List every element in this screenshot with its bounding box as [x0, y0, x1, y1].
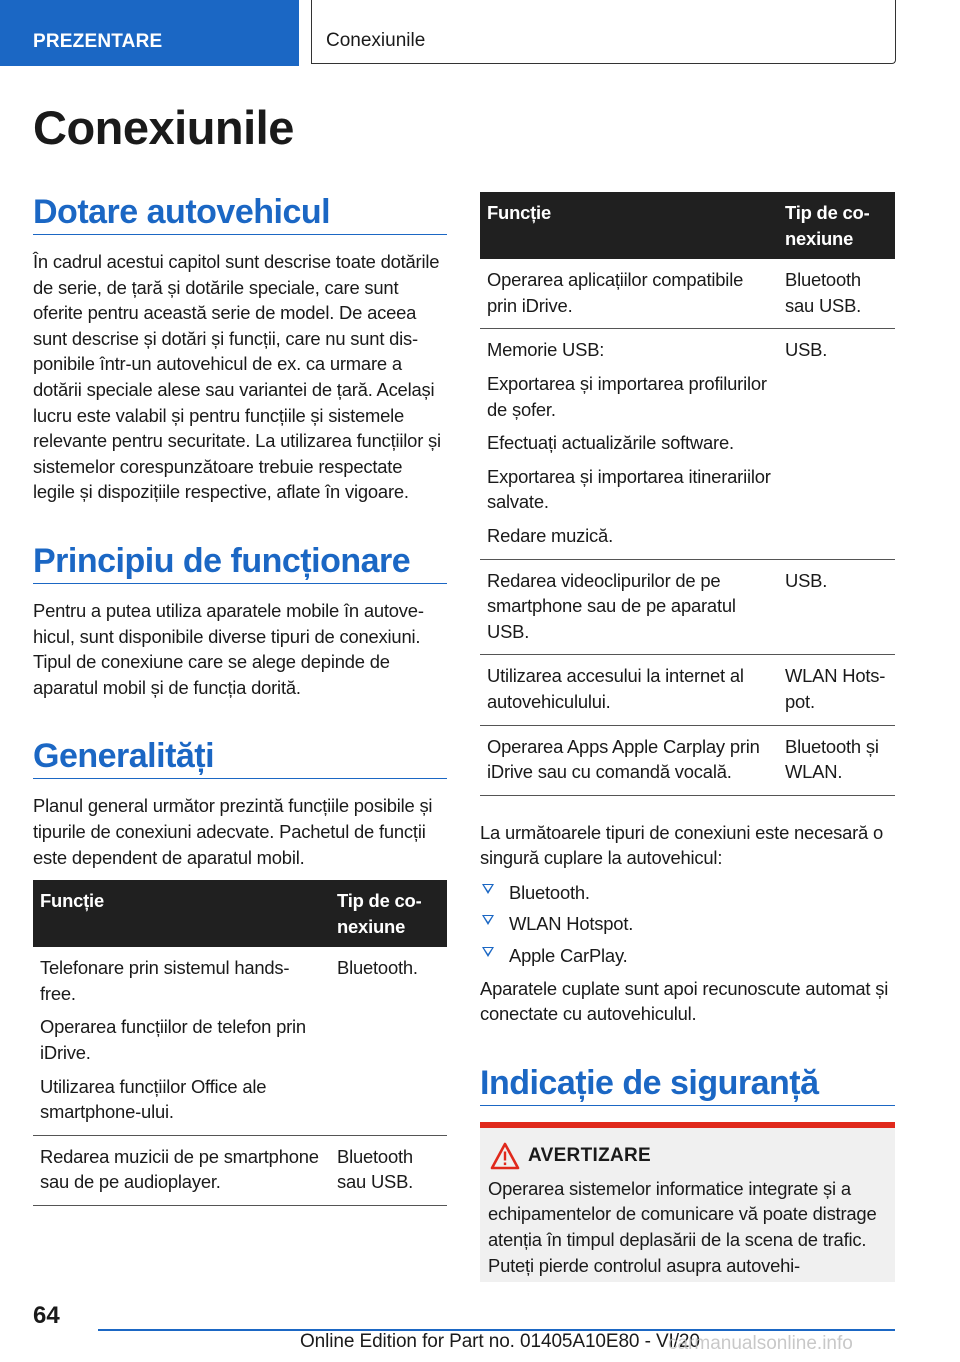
table-cell-function [480, 725, 778, 795]
table-cell-function [480, 259, 778, 329]
left-column [33, 190, 447, 1206]
pairing-outro: Aparatele cuplate sunt apoi recunoscute automat și conectate cu autovehiculul. [480, 977, 889, 1025]
section-generalitati [33, 734, 447, 870]
functions-table-right [480, 192, 895, 796]
paragraph-generalitati: Planul general următor prezintă funcțiile posibile și tipurile de conexiuni adecvate. Pachetul de funcții este dependent de aparatul mobil. [33, 795, 433, 868]
warning-title: AVERTIZARE [528, 1144, 651, 1166]
function-line: Operarea funcțiilor de telefon prin iDrive. [40, 1016, 306, 1064]
table-header-connection: Tip de conexiune [330, 880, 447, 947]
function-line: Efectuați actualizările software. [487, 432, 734, 454]
table-cell-connection: Bluetooth. [330, 947, 447, 1135]
table-cell-function [480, 329, 778, 559]
list-item [480, 877, 895, 909]
list-item-text: Bluetooth. [509, 881, 590, 903]
triangle-bullet-icon [482, 947, 494, 957]
warning-box [480, 1122, 895, 1282]
heading-dotare: Dotare autovehicul [33, 190, 447, 235]
function-line: Operarea Apps Apple Carplay prin iDrive sau cu comandă vocală. [487, 735, 760, 783]
table-cell-connection: Bluetooth sau USB. [778, 259, 895, 329]
page-number: 64 [33, 1302, 60, 1329]
heading-generalitati: Generalități [33, 734, 447, 779]
list-item-text: WLAN Hotspot. [509, 913, 634, 935]
table-cell-function [33, 1135, 330, 1205]
table-header-row [480, 192, 895, 259]
pairing-list [480, 877, 895, 972]
table-header-function: Funcție [480, 192, 778, 259]
function-line: Utilizarea funcțiilor Office ale smartphone-ului. [40, 1075, 267, 1123]
table-row [480, 259, 895, 329]
function-line: Exportarea și importarea itinerariilor salvate. [487, 465, 771, 513]
list-item [480, 940, 895, 972]
function-line: Telefonare prin sistemul hands-free. [40, 957, 290, 1004]
section-principiu [33, 539, 447, 700]
warning-header [488, 1142, 887, 1170]
function-line: Memorie USB: [487, 339, 605, 361]
list-item-text: Apple CarPlay. [509, 945, 628, 967]
table-row [480, 559, 895, 655]
list-item [480, 908, 895, 940]
watermark: carmanualsonline.info [668, 1333, 853, 1354]
table-cell-connection: WLAN Hotspot. [778, 655, 895, 725]
page-header [0, 0, 960, 66]
table-row [33, 947, 447, 1135]
section-dotare [33, 190, 447, 505]
heading-siguranta: Indicație de siguranță [480, 1061, 895, 1106]
table-cell-connection: USB. [778, 559, 895, 655]
warning-text: Operarea sistemelor informatice integrate și a echipamentelor de comunicare vă poate distrage atenția în timpul deplasării de la scena de trafic. Puteți pierde controlul asupra autovehi- [488, 1177, 877, 1276]
functions-table-left [33, 880, 447, 1206]
footer-edition: Online Edition for Part no. 01405A10E80 - VI/20 [300, 1331, 700, 1352]
function-line: Utilizarea accesului la internet al autovehiculului. [487, 665, 744, 712]
table-cell-function [480, 655, 778, 725]
table-row [480, 655, 895, 725]
table-row [480, 329, 895, 559]
table-header-connection: Tip de conexiune [778, 192, 895, 259]
right-column [480, 192, 895, 1282]
triangle-bullet-icon [482, 915, 494, 925]
function-line: Redare muzică. [487, 524, 613, 546]
page-title: Conexiunile [33, 101, 294, 154]
table-row [480, 725, 895, 795]
paragraph-principiu: Pentru a putea utiliza aparatele mobile în autovehicul, sunt disponibile diverse tipuri de conexiuni. Tipul de conexiune care se alege depinde de aparatul mobil și de funcția dorită. [33, 599, 424, 698]
triangle-bullet-icon [482, 884, 494, 894]
function-line: Operarea aplicațiilor compatibile prin iDrive. [487, 269, 744, 316]
table-cell-function [33, 947, 330, 1135]
warning-triangle-icon [490, 1142, 520, 1170]
pairing-intro: La următoarele tipuri de conexiuni este necesară o singură cuplare la autovehicul: [480, 821, 884, 869]
table-header-row [33, 880, 447, 947]
function-line: Exportarea și importarea profilurilor de șofer. [487, 372, 767, 420]
table-cell-connection: Bluetooth și WLAN. [778, 725, 895, 795]
table-row [33, 1135, 447, 1205]
table-cell-connection: Bluetooth sau USB. [330, 1135, 447, 1205]
table-header-function: Funcție [33, 880, 330, 947]
function-line: Redarea videoclipurilor de pe smartphone sau de pe aparatul USB. [487, 569, 736, 642]
table-cell-connection: USB. [778, 329, 895, 559]
section-tab: PREZENTARE [0, 0, 299, 66]
chapter-title: Conexiunile [326, 30, 426, 51]
table-cell-function [480, 559, 778, 655]
heading-principiu: Principiu de funcționare [33, 539, 447, 584]
paragraph-dotare: În cadrul acestui capitol sunt descrise toate dotările de serie, de țară și dotările speciale, care sunt oferite pentru această serie de model. De aceea sunt descrise și dotări și funcții, care nu sunt disponibile într-un autovehicul de ex. ca urmare a dotării speciale alese sau variantei de țară. Același lucru este valabil și pentru funcțiile și sistemele relevante pentru securitate. La utilizarea funcțiilor și sistemelor corespunzătoare trebuie respectate legile și dispozițiile respective, aflate în vigoare. [33, 251, 441, 503]
function-line: Redarea muzicii de pe smartphone sau de pe audioplayer. [40, 1145, 319, 1193]
